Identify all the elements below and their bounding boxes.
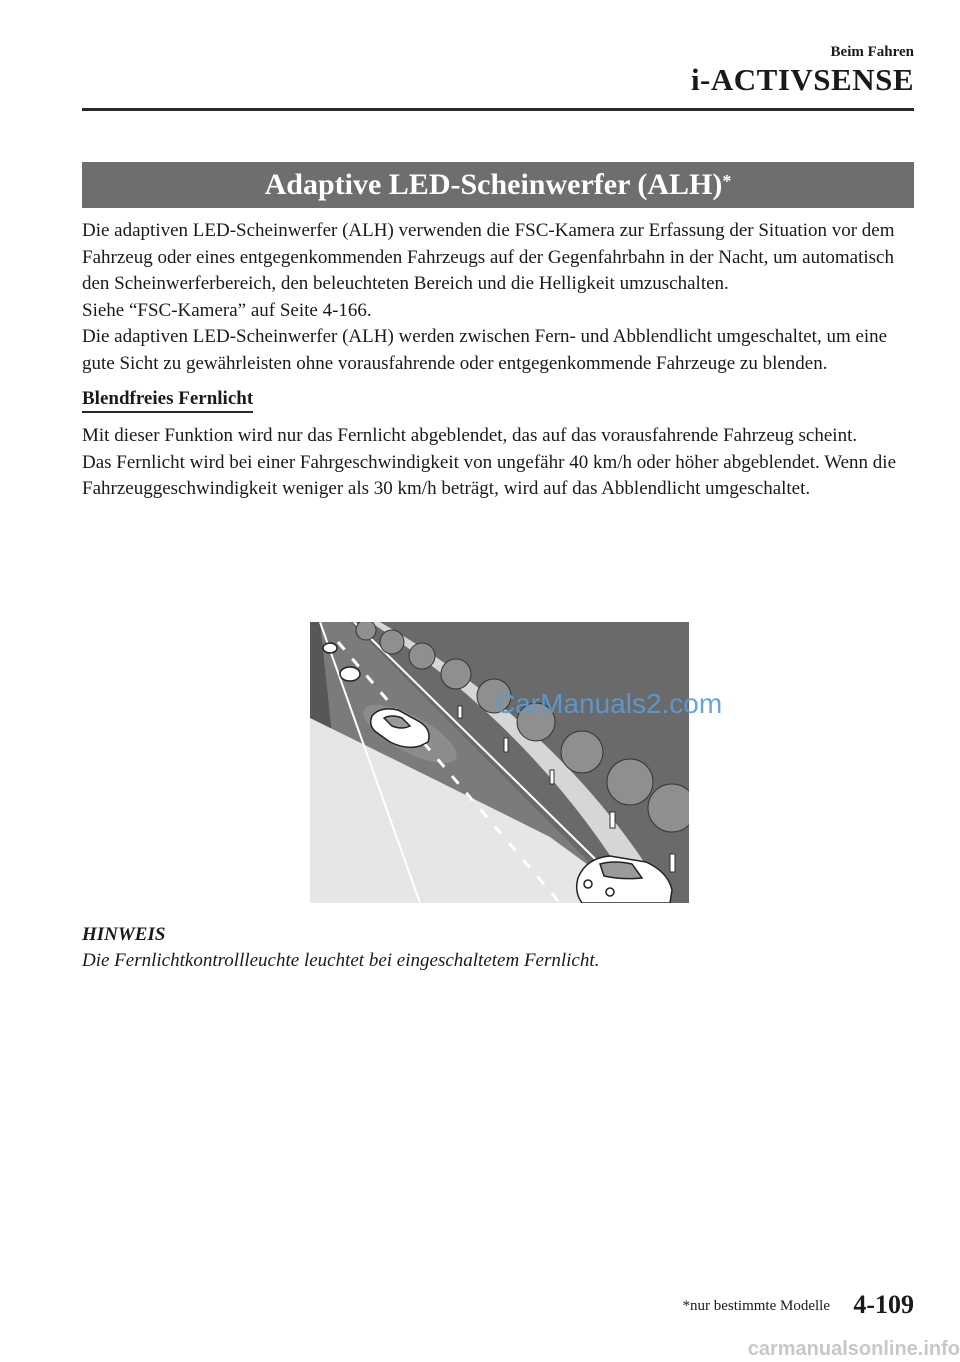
note-text: Die Fernlichtkontrollleuchte leuchtet bei eingeschaltetem Fernlicht. — [82, 950, 600, 971]
paragraph-speed: Das Fernlicht wird bei einer Fahrgeschwindigkeit von ungefähr 40 km/h oder höher abgeblendet. Wenn die Fahrzeuggeschwindigkeit weniger als 30 km/h beträgt, wird auf das Abblendlicht umgeschaltet. — [82, 451, 897, 499]
paragraph-intro: Die adaptiven LED-Scheinwerfer (ALH) verwenden die FSC-Kamera zur Erfassung der Situation vor dem Fahrzeug oder eines entgegenkommenden Fahrzeugs auf der Gegenfahrbahn in der Nacht, um automatisch den Scheinwerferbereich, den beleuchteten Bereich und die Helligkeit umzuschalten. — [82, 220, 895, 294]
banner-asterisk: * — [722, 170, 732, 191]
banner-title: Adaptive LED-Scheinwerfer (ALH) — [264, 168, 723, 201]
page-number: 4-109 — [853, 1290, 914, 1319]
subheading-blendfrei: Blendfreies Fernlicht — [82, 387, 253, 413]
chapter-title: i-ACTIVSENSE — [690, 62, 914, 97]
paragraph-reference: Siehe “FSC-Kamera” auf Seite 4-166. — [82, 299, 372, 321]
section-banner — [82, 162, 914, 208]
main-content — [82, 218, 918, 503]
illustration-glare-free-high-beam — [310, 622, 689, 903]
paragraph-switching: Die adaptiven LED-Scheinwerfer (ALH) werden zwischen Fern- und Abblendlicht umgeschaltet, um eine gute Sicht zu gewährleisten ohne vorausfahrende oder entgegenkommende Fahrzeuge zu blenden. — [82, 326, 888, 374]
watermark-text: CarManuals2.com — [495, 688, 723, 719]
header-divider — [82, 108, 914, 111]
paragraph-function: Mit dieser Funktion wird nur das Fernlicht abgeblendet, das auf das vorausfahrende Fahrzeug scheint. — [82, 425, 858, 446]
note-title: HINWEIS — [82, 924, 166, 945]
header-section: Beim Fahren — [830, 44, 914, 60]
site-watermark: carmanualsonline.info — [747, 1338, 960, 1360]
footnote: *nur bestimmte Modelle — [682, 1298, 830, 1314]
